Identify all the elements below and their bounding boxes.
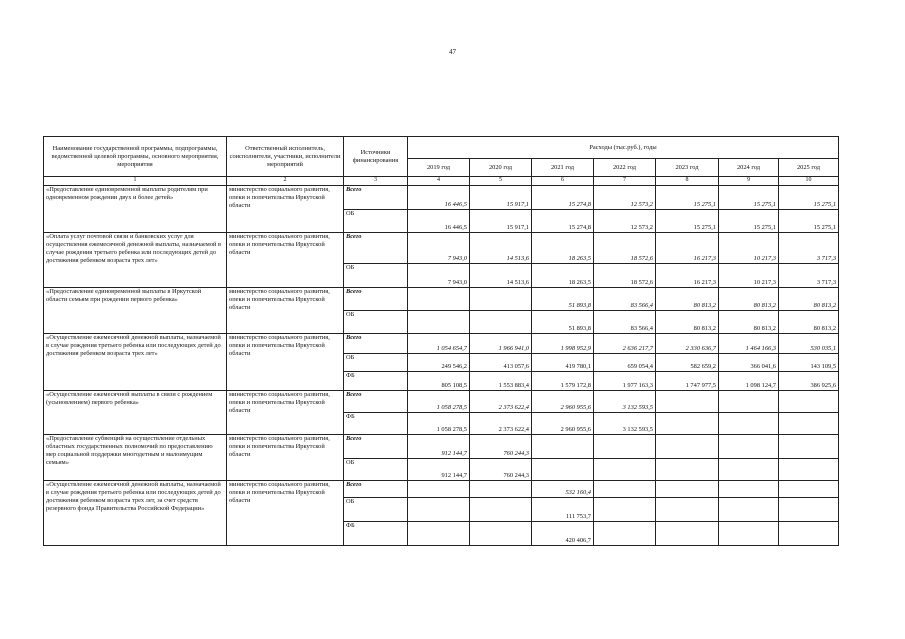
column-index: 4 — [408, 177, 470, 186]
expense-value — [779, 434, 839, 458]
expense-value — [719, 480, 779, 497]
expense-value: 386 925,6 — [779, 371, 839, 390]
measure-name: «Предоставление единовременной выплаты в Иркутской области семьям при рождении первого ребенка» — [44, 287, 227, 333]
expense-value: 83 566,4 — [594, 287, 656, 310]
expense-value — [779, 480, 839, 497]
expense-value: 2 373 622,4 — [470, 412, 532, 434]
measure-executor: министерство социального развития, опеки и попечительства Иркутской области — [227, 434, 344, 480]
header-year: 2021 год — [532, 159, 594, 177]
expense-value — [779, 458, 839, 480]
expense-value: 16 446,5 — [408, 185, 470, 209]
header-year: 2025 год — [779, 159, 839, 177]
expense-value — [470, 497, 532, 521]
expense-value: 18 572,6 — [594, 263, 656, 287]
expense-value: 14 513,6 — [470, 232, 532, 263]
expense-value: 16 217,3 — [656, 263, 719, 287]
expense-value — [532, 458, 594, 480]
expense-value: 249 546,2 — [408, 353, 470, 371]
funding-source: ФБ — [344, 412, 408, 434]
expense-value — [656, 390, 719, 412]
expense-value — [656, 497, 719, 521]
table-row — [44, 333, 839, 353]
expense-value: 532 160,4 — [532, 480, 594, 497]
expense-value — [470, 310, 532, 333]
table-row — [44, 480, 839, 497]
expense-value: 80 813,2 — [656, 287, 719, 310]
expense-value: 413 057,6 — [470, 353, 532, 371]
table-row — [44, 232, 839, 263]
expense-value — [719, 434, 779, 458]
column-index: 7 — [594, 177, 656, 186]
expense-value — [719, 521, 779, 545]
measure-executor: министерство социального развития, опеки и попечительства Иркутской области — [227, 287, 344, 333]
expense-value — [719, 497, 779, 521]
funding-source: Всего — [344, 390, 408, 412]
expense-value: 582 659,2 — [656, 353, 719, 371]
header-year: 2024 год — [719, 159, 779, 177]
column-index: 6 — [532, 177, 594, 186]
column-index: 5 — [470, 177, 532, 186]
expense-value: 10 217,3 — [719, 263, 779, 287]
column-index-row — [44, 177, 839, 186]
header-name: Наименование государственной программы, подпрограммы, ведомственной целевой программы, основного мероприятия, мероприятия — [44, 137, 227, 177]
expense-value: 12 573,2 — [594, 209, 656, 232]
expense-value: 16 446,5 — [408, 209, 470, 232]
expense-value — [594, 497, 656, 521]
measure-executor: министерство социального развития, опеки и попечительства Иркутской области — [227, 390, 344, 434]
expense-value: 2 960 955,6 — [532, 390, 594, 412]
expense-value: 419 780,1 — [532, 353, 594, 371]
expense-value — [532, 434, 594, 458]
expense-value: 530 035,1 — [779, 333, 839, 353]
column-index: 9 — [719, 177, 779, 186]
expense-value: 15 274,8 — [532, 209, 594, 232]
expense-value: 1 998 952,9 — [532, 333, 594, 353]
expense-value: 3 717,3 — [779, 263, 839, 287]
expense-value: 18 572,6 — [594, 232, 656, 263]
expense-value: 760 244,3 — [470, 434, 532, 458]
expense-value — [779, 497, 839, 521]
expense-value — [470, 480, 532, 497]
measure-name: «Предоставление единовременной выплаты родителям при одновременном рождении двух и более детей» — [44, 185, 227, 232]
expense-value: 1 058 278,5 — [408, 412, 470, 434]
expense-value: 10 217,3 — [719, 232, 779, 263]
budget-table — [43, 136, 839, 546]
expense-value: 1 579 172,8 — [532, 371, 594, 390]
header-executor: Ответственный исполнитель, соисполнители, участники, исполнители мероприятий — [227, 137, 344, 177]
expense-value: 80 813,2 — [656, 310, 719, 333]
expense-value — [779, 412, 839, 434]
expense-value: 1 977 163,3 — [594, 371, 656, 390]
expense-value — [408, 521, 470, 545]
measure-executor: министерство социального развития, опеки и попечительства Иркутской области — [227, 232, 344, 287]
measure-name: «Осуществление ежемесячной денежной выплаты, назначаемой в случае рождения третьего ребенка или последующих детей до достижения ребенком возраста трех лет, за счет средств резервного фонда Правительства Российской Федерации» — [44, 480, 227, 545]
expense-value: 3 132 593,5 — [594, 390, 656, 412]
column-index: 1 — [44, 177, 227, 186]
expense-value: 15 275,1 — [719, 209, 779, 232]
expense-value: 15 275,1 — [719, 185, 779, 209]
measure-name: «Предоставление субвенций на осуществление отдельных областных государственных полномочий по предоставлению мер социальной поддержки многодетным и малоимущим семьям» — [44, 434, 227, 480]
expense-value: 16 217,3 — [656, 232, 719, 263]
funding-source: ОБ — [344, 263, 408, 287]
expense-value — [719, 458, 779, 480]
expense-value: 80 813,2 — [719, 310, 779, 333]
expense-value: 12 573,2 — [594, 185, 656, 209]
expense-value: 912 144,7 — [408, 434, 470, 458]
expense-value: 15 275,1 — [656, 185, 719, 209]
expense-value — [719, 390, 779, 412]
expense-value — [594, 480, 656, 497]
expense-value: 80 813,2 — [779, 287, 839, 310]
expense-value: 659 054,4 — [594, 353, 656, 371]
funding-source: ФБ — [344, 521, 408, 545]
expense-value: 366 041,6 — [719, 353, 779, 371]
expense-value — [656, 521, 719, 545]
expense-value: 1 553 883,4 — [470, 371, 532, 390]
expense-value: 2 960 955,6 — [532, 412, 594, 434]
column-index: 10 — [779, 177, 839, 186]
expense-value: 1 054 654,7 — [408, 333, 470, 353]
funding-source: ОБ — [344, 310, 408, 333]
expense-value — [656, 458, 719, 480]
expense-value: 51 893,8 — [532, 287, 594, 310]
expense-value: 2 373 622,4 — [470, 390, 532, 412]
expense-value: 15 275,1 — [779, 185, 839, 209]
table-body — [44, 185, 839, 545]
table-row — [44, 185, 839, 209]
expense-value — [656, 480, 719, 497]
funding-source: Всего — [344, 287, 408, 310]
funding-source: Всего — [344, 434, 408, 458]
expense-value: 15 275,1 — [779, 209, 839, 232]
expense-value — [719, 412, 779, 434]
expense-value: 14 513,6 — [470, 263, 532, 287]
expense-value — [408, 287, 470, 310]
funding-source: Всего — [344, 232, 408, 263]
expense-value — [408, 497, 470, 521]
expense-value: 2 636 217,7 — [594, 333, 656, 353]
expense-value: 2 330 636,7 — [656, 333, 719, 353]
expense-value: 15 274,8 — [532, 185, 594, 209]
expense-value — [408, 480, 470, 497]
expense-value: 760 244,3 — [470, 458, 532, 480]
expense-value: 3 132 593,5 — [594, 412, 656, 434]
expense-value: 51 893,8 — [532, 310, 594, 333]
measure-executor: министерство социального развития, опеки и попечительства Иркутской области — [227, 185, 344, 232]
header-year: 2022 год — [594, 159, 656, 177]
table-row — [44, 390, 839, 412]
expense-value: 1 966 941,0 — [470, 333, 532, 353]
page-number: 47 — [449, 48, 456, 56]
expense-value: 1 098 124,7 — [719, 371, 779, 390]
header-sources: Источники финансирования — [344, 137, 408, 177]
measure-executor: министерство социального развития, опеки и попечительства Иркутской области — [227, 333, 344, 390]
funding-source: ОБ — [344, 458, 408, 480]
expense-value: 1 464 166,3 — [719, 333, 779, 353]
expense-value — [779, 521, 839, 545]
expense-value: 15 917,1 — [470, 209, 532, 232]
expense-value — [594, 434, 656, 458]
funding-source: Всего — [344, 480, 408, 497]
funding-source: ОБ — [344, 209, 408, 232]
expense-value — [470, 521, 532, 545]
expense-value — [779, 390, 839, 412]
expense-value — [656, 434, 719, 458]
funding-source: ОБ — [344, 497, 408, 521]
header-year: 2023 год — [656, 159, 719, 177]
measure-executor: министерство социального развития, опеки и попечительства Иркутской области — [227, 480, 344, 545]
column-index: 2 — [227, 177, 344, 186]
table-row — [44, 434, 839, 458]
funding-source: ФБ — [344, 371, 408, 390]
expense-value: 1 747 977,5 — [656, 371, 719, 390]
funding-source: Всего — [344, 333, 408, 353]
header-year: 2019 год — [408, 159, 470, 177]
expense-value: 15 917,1 — [470, 185, 532, 209]
measure-name: «Осуществление ежемесячной выплаты в связи с рождением (усыновлением) первого ребенка» — [44, 390, 227, 434]
table-row — [44, 287, 839, 310]
header-year: 2020 год — [470, 159, 532, 177]
expense-value — [470, 287, 532, 310]
expense-value: 18 263,5 — [532, 232, 594, 263]
expense-value: 7 943,0 — [408, 232, 470, 263]
measure-name: «Осуществление ежемесячной денежной выплаты, назначаемой в случае рождения третьего ребенка или последующих детей до достижения ребенком возраста трех лет» — [44, 333, 227, 390]
measure-name: «Оплата услуг почтовой связи и банковских услуг для осуществления ежемесячной денежной выплаты, назначаемой в случае рождения третьего ребенка или последующих детей до достижения ребенком возраста трех лет» — [44, 232, 227, 287]
column-index: 8 — [656, 177, 719, 186]
expense-value: 1 058 278,5 — [408, 390, 470, 412]
expense-value: 7 943,0 — [408, 263, 470, 287]
expense-value — [594, 521, 656, 545]
expense-value: 111 753,7 — [532, 497, 594, 521]
header-expenses: Расходы (тыс.руб.), годы — [408, 137, 839, 159]
expense-value: 80 813,2 — [719, 287, 779, 310]
expense-value — [594, 458, 656, 480]
expense-value: 420 406,7 — [532, 521, 594, 545]
expense-value: 18 263,5 — [532, 263, 594, 287]
expense-value: 3 717,3 — [779, 232, 839, 263]
expense-value: 805 108,5 — [408, 371, 470, 390]
expense-value — [408, 310, 470, 333]
expense-value: 83 566,4 — [594, 310, 656, 333]
expense-value: 912 144,7 — [408, 458, 470, 480]
expense-value — [656, 412, 719, 434]
funding-source: ОБ — [344, 353, 408, 371]
funding-source: Всего — [344, 185, 408, 209]
column-index: 3 — [344, 177, 408, 186]
expense-value: 15 275,1 — [656, 209, 719, 232]
expense-value: 80 813,2 — [779, 310, 839, 333]
expense-value: 143 109,5 — [779, 353, 839, 371]
